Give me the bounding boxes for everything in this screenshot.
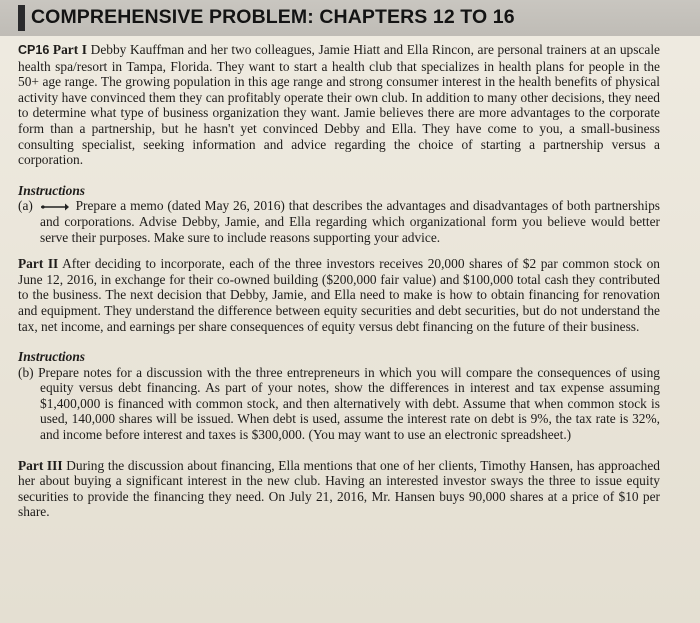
problem-content xyxy=(18,42,660,520)
part3-label: Part III xyxy=(18,457,63,473)
instructions-a-heading: Instructions xyxy=(18,182,85,198)
instruction-b-label: (b) xyxy=(18,364,34,380)
instructions-b xyxy=(18,349,660,443)
part1-paragraph xyxy=(18,42,660,168)
part3-paragraph xyxy=(18,458,660,520)
chapter-header xyxy=(0,0,700,36)
header-title: COMPREHENSIVE PROBLEM: CHAPTERS 12 TO 16 xyxy=(31,6,515,28)
part2-paragraph xyxy=(18,256,660,334)
part1-label: Part I xyxy=(52,42,88,57)
instruction-a-text: Prepare a memo (dated May 26, 2016) that describes the advantages and disadvantages of both partnerships and corporations. Advise Debby, Jamie, and Ella regarding which organizational form you believe would better serve their purposes. Make sure to include reasons supporting your advice. xyxy=(40,198,660,245)
part2-label: Part II xyxy=(18,256,59,272)
instruction-b-item xyxy=(18,365,660,443)
header-accent-bar xyxy=(18,5,25,31)
part2-text: After deciding to incorporate, each of the three investors receives 20,000 shares of $2 par common stock on June 12, 2016, in exchange for their co-owned building ($200,000 fair value) and $100,000 total cash they contributed to the business. The next decision that Debby, Jamie, and Ella need to make is how to obtain financing for renovation and equipment. They understand the difference between equity securities and debt securities, but do not understand the tax, net income, and earnings per share consequences of equity versus debt financing on the future of their business. xyxy=(18,256,660,334)
part3-text: During the discussion about financing, Ella mentions that one of her clients, Timothy Hansen, has approached her about buying a significant interest in the new club. Having an interested investor sways the three to issue equity securities to provide the financing they need. On July 21, 2016, Mr. Hansen buys 90,000 shares at a price of $10 per share. xyxy=(18,457,660,520)
instruction-a-item xyxy=(18,198,660,245)
instruction-a-label: (a) xyxy=(18,198,33,214)
instructions-a xyxy=(18,183,660,245)
arrow-icon xyxy=(39,202,69,212)
instructions-b-heading: Instructions xyxy=(18,349,85,365)
part1-text: Debby Kauffman and her two colleagues, Jamie Hiatt and Ella Rincon, are personal trainers at an upscale health spa/resort in Tampa, Florida. They want to start a health club that specializes in health plans for people in the 50+ age range. The growing population in this age range and strong consumer interest in the health benefits of physical activity have convinced them they can profitably operate their own club. In addition to many other decisions, they need to determine what type of business organization they want. Jamie believes there are more advantages to the corporate form than a partnership, but he hasn't yet convinced Debby and Ella. They have come to you, a small-business consulting specialist, seeking information and advice regarding the choice of starting a partnership versus a corporation. xyxy=(18,42,660,168)
problem-code: CP16 xyxy=(18,43,50,57)
instruction-b-text: Prepare notes for a discussion with the three entrepreneurs in which you will compare the consequences of using equity versus debt financing. As part of your notes, show the differences in interest and tax expense assuming $1,400,000 is financed with common stock, and then alternatively with debt. Assume that when common stock is used, 140,000 shares will be issued. When debt is used, assume the interest rate on debt is 9%, the tax rate is 32%, and income before interest and taxes is $300,000. (You may want to use an electronic spreadsheet.) xyxy=(38,364,660,443)
